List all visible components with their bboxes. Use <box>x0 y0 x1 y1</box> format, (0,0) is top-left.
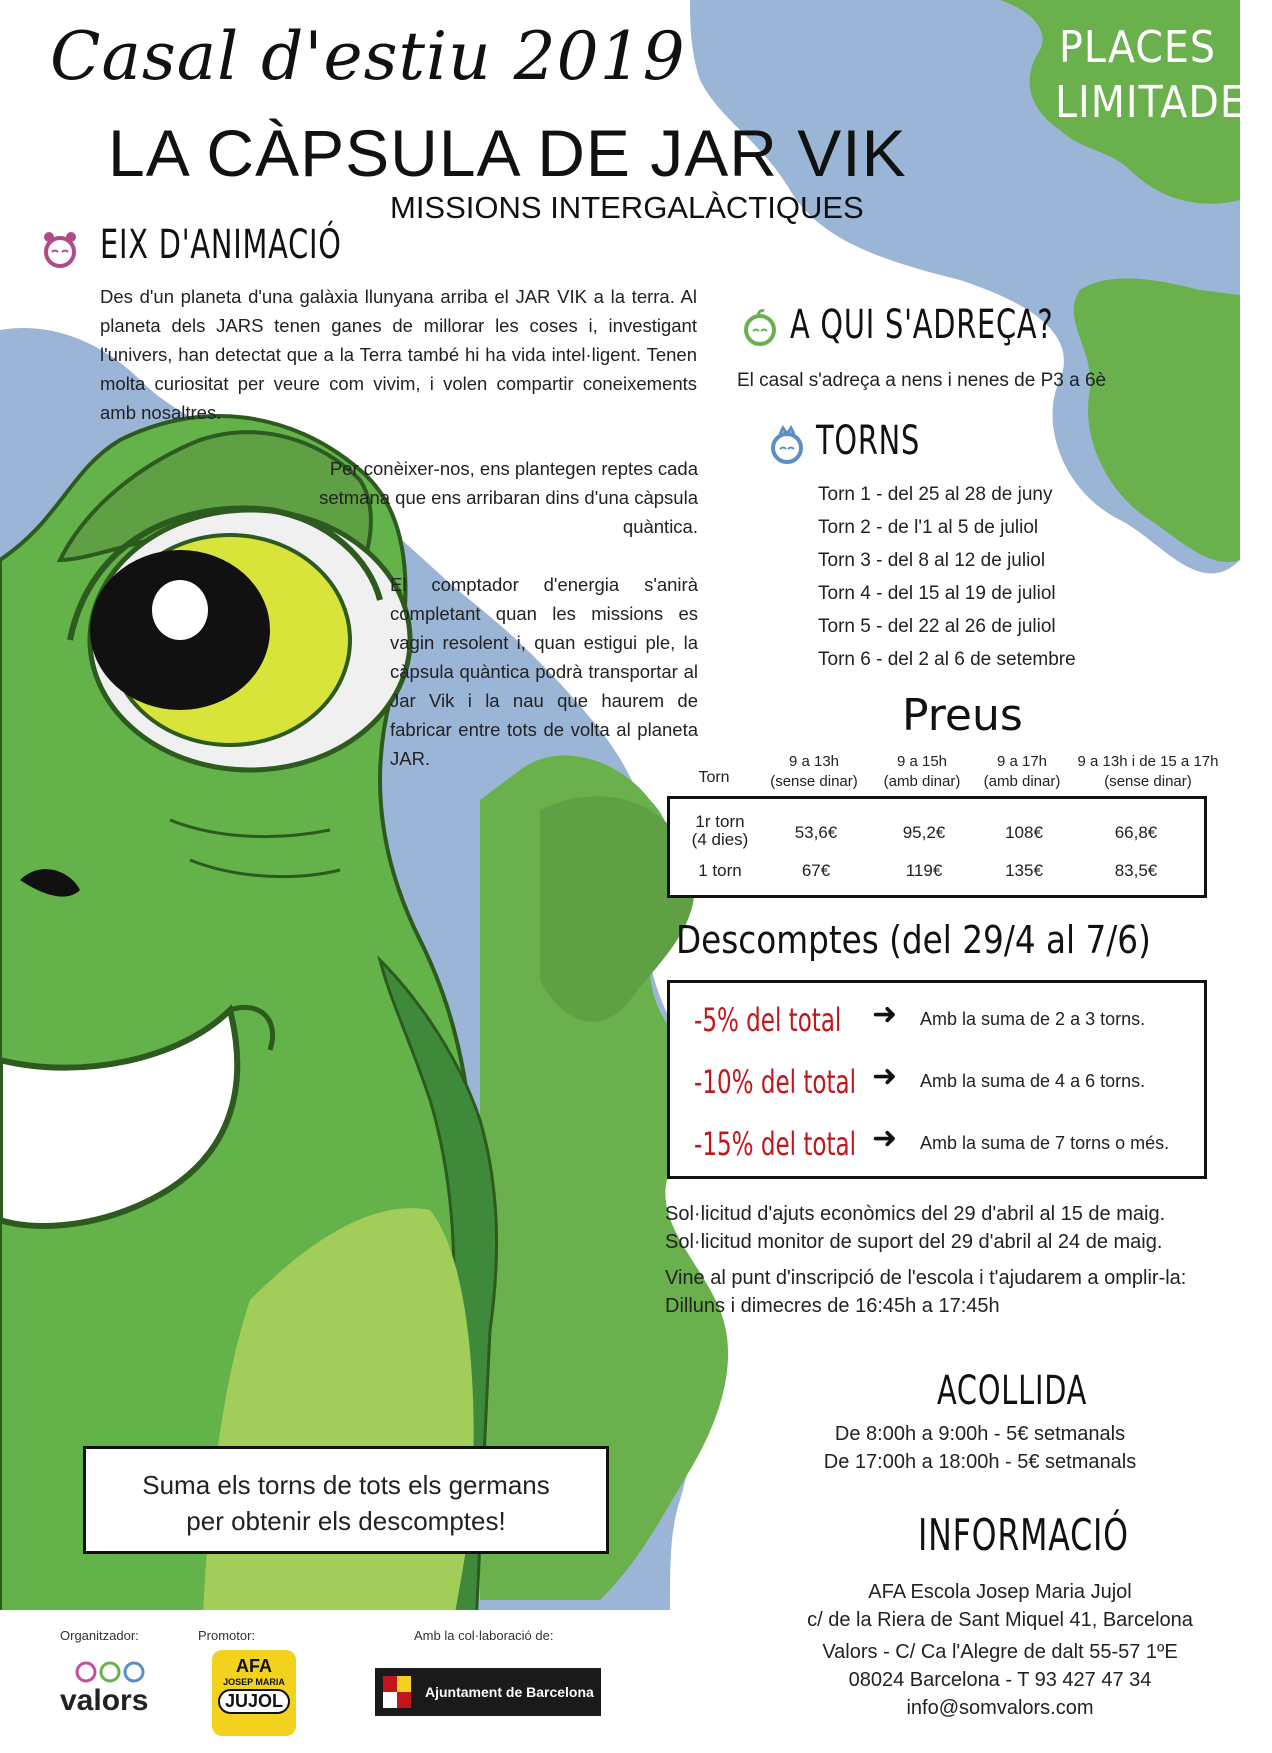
discount-text: Amb la suma de 4 a 6 torns. <box>920 1071 1146 1091</box>
informacio-line: Valors - C/ Ca l'Alegre de dalt 55-57 1ºE <box>822 1641 1178 1663</box>
aqui-text: El casal s'adreça a nens i nenes de P3 a 6è <box>737 370 1107 391</box>
afa-logo-mid: JOSEP MARIA <box>223 1677 285 1687</box>
boy-face-icon <box>768 424 806 466</box>
preus-col-header: 9 a 13h i de 15 a 17h (sense dinar) <box>1077 753 1219 790</box>
eix-heading: EIX D'ANIMACIÓ <box>100 222 342 268</box>
informacio-line: AFA Escola Josep Maria Jujol <box>868 1581 1132 1603</box>
preus-cell: 135€ <box>1005 861 1043 880</box>
torn-item: Torn 4 - del 15 al 19 de juliol <box>818 583 1056 604</box>
discount-pct: -5% del total <box>694 1001 842 1039</box>
afa-logo-bottom: JUJOL <box>218 1689 290 1714</box>
planet-blob-green-right <box>1074 278 1240 562</box>
acollida-line: De 8:00h a 9:00h - 5€ setmanals <box>834 1423 1126 1445</box>
title-script: Casal d'estiu 2019 <box>50 18 686 95</box>
descomptes-box <box>667 980 1207 1179</box>
eix-paragraph-1: Des d'un planeta d'una galàxia llunyana arriba el JAR VIK a la terra. Al planeta dels JARS tenen ganes de millorar les coses i, investigant l'univers, han detectat que a la Terra també hi ha vida intel·ligent. Tenen molta curiositat per veure com vivim, i volen compartir coneixements amb nosaltres. <box>100 286 697 423</box>
places-limitades-badge <box>1055 22 1272 128</box>
girl-face-icon <box>40 230 80 270</box>
organitzador-label: Organitzador: <box>60 1628 139 1643</box>
preus-table <box>667 796 1207 898</box>
preus-cell: 53,6€ <box>794 823 838 842</box>
title-main: LA CÀPSULA DE JAR VIK <box>108 116 907 190</box>
discount-pct: -15% del total <box>694 1125 856 1163</box>
valors-logo <box>60 1660 170 1720</box>
preus-cell: 66,8€ <box>1114 823 1158 842</box>
torn-item: Torn 2 - de l'1 al 5 de juliol <box>818 517 1039 538</box>
afa-logo-top: AFA <box>236 1656 272 1676</box>
collaboracio-label: Amb la col·laboració de: <box>414 1628 554 1643</box>
informacio-line: c/ de la Riera de Sant Miquel 41, Barcelona <box>807 1609 1193 1631</box>
discount-pct: -10% del total <box>694 1063 856 1101</box>
valors-logo-text: valors <box>60 1684 149 1717</box>
germans-callout <box>83 1446 609 1554</box>
eix-paragraph-3: El comptador d'energia s'anirà completant quan les missions es vagin resolent i, quan estigui ple, la càpsula quàntica podrà transportar al Jar Vik i la nau que haurem de fabricar entre tots de volta al planeta JAR. <box>390 574 698 769</box>
descomptes-heading: Descomptes (del 29/4 al 7/6) <box>676 918 1151 962</box>
preus-row-label: 1 torn <box>698 861 742 880</box>
barcelona-shield-icon <box>375 1670 419 1714</box>
informacio-block <box>780 1578 1220 1722</box>
preus-col-header: 9 a 17h (amb dinar) <box>983 753 1061 790</box>
places-line2: LIMITADES <box>1055 77 1272 128</box>
eix-paragraph-2: Per conèixer-nos, ens plantegen reptes cada setmana que ens arribaran dins d'una càpsula quàntica. <box>319 458 698 537</box>
preus-cell: 119€ <box>905 861 943 880</box>
arrow-right-icon: ➜ <box>872 998 898 1031</box>
preus-row-label: 1r torn (4 dies) <box>691 812 749 849</box>
ajuts-line: Sol·licitud monitor de suport del 29 d'abril al 24 de maig. <box>665 1231 1163 1253</box>
discount-text: Amb la suma de 2 a 3 torns. <box>920 1009 1146 1029</box>
torn-item: Torn 1 - del 25 al 28 de juny <box>818 484 1053 505</box>
jarvik-eye-highlight <box>152 580 208 640</box>
acollida-heading: ACOLLIDA <box>937 1368 1088 1414</box>
torn-item: Torn 3 - del 8 al 12 de juliol <box>818 550 1046 571</box>
torn-item: Torn 5 - del 22 al 26 de juliol <box>818 616 1056 637</box>
preus-cell: 67€ <box>801 861 831 880</box>
torns-heading: TORNS <box>816 418 921 464</box>
acollida-block <box>790 1420 1170 1476</box>
aqui-heading: A QUI S'ADREÇA? <box>790 302 1054 348</box>
preus-heading: Preus <box>902 690 1023 741</box>
informacio-line: 08024 Barcelona - T 93 427 47 34 <box>848 1669 1152 1691</box>
promotor-label: Promotor: <box>198 1628 256 1643</box>
ajuntament-logo-text: Ajuntament de Barcelona <box>425 1684 594 1700</box>
subtitle: MISSIONS INTERGALÀCTIQUES <box>390 190 864 225</box>
torn-item: Torn 6 - del 2 al 6 de setembre <box>818 649 1076 670</box>
arrow-right-icon: ➜ <box>872 1122 898 1155</box>
places-line1: PLACES <box>1058 22 1216 73</box>
germans-line: per obtenir els descomptes! <box>186 1506 506 1536</box>
preus-cell: 95,2€ <box>902 823 946 842</box>
germans-line: Suma els torns de tots els germans <box>142 1470 550 1500</box>
discount-text: Amb la suma de 7 torns o més. <box>920 1133 1170 1153</box>
child-face-icon <box>742 308 778 348</box>
informacio-heading: INFORMACIÓ <box>918 1510 1129 1561</box>
preus-cell: 83,5€ <box>1114 861 1158 880</box>
torns-list <box>818 478 1076 676</box>
ajuts-line: Vine al punt d'inscripció de l'escola i t'ajudarem a omplir-la: <box>665 1267 1187 1289</box>
arrow-right-icon: ➜ <box>872 1060 898 1093</box>
afa-jujol-logo <box>212 1650 296 1736</box>
informacio-email[interactable]: info@somvalors.com <box>906 1697 1094 1719</box>
ajuts-line: Dilluns i dimecres de 16:45h a 17:45h <box>665 1295 1000 1317</box>
preus-col-header: 9 a 15h (amb dinar) <box>883 753 961 790</box>
preus-col-torn: Torn <box>698 769 730 786</box>
ajuts-line: Sol·licitud d'ajuts econòmics del 29 d'abril al 15 de maig. <box>665 1203 1166 1225</box>
preus-col-header: 9 a 13h (sense dinar) <box>770 753 858 790</box>
preus-cell: 108€ <box>1005 823 1043 842</box>
ajuntament-logo <box>375 1668 601 1716</box>
ajuts-block <box>665 1200 1186 1320</box>
acollida-line: De 17:00h a 18:00h - 5€ setmanals <box>823 1451 1137 1473</box>
